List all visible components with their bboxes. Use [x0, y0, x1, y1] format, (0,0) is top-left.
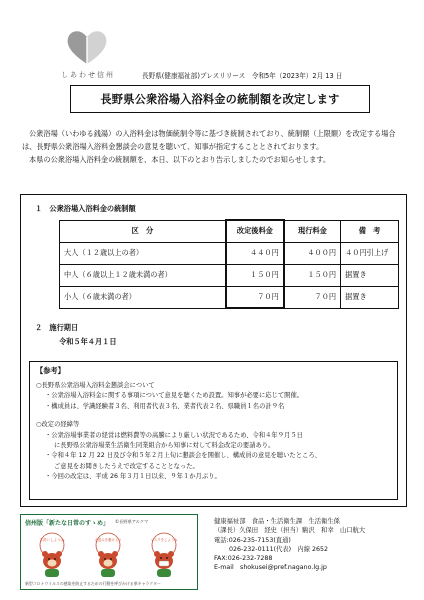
logo-text: しあわせ信州 — [61, 71, 115, 79]
table-row — [60, 286, 399, 308]
current-fee-cell: ４００円 — [284, 242, 341, 264]
campaign-title: 信州版「新たな日常のすゝめ」 — [25, 519, 110, 527]
category-cell: 中人（６歳以上１２歳未満の者） — [60, 264, 226, 286]
main-content-frame — [20, 194, 407, 507]
note-cell: 据置き — [341, 264, 399, 286]
speech-bubble-text: マスクをしようね — [150, 538, 178, 542]
intro-paragraph-1: 公衆浴場（いわゆる銭湯）の入浴料金は物価統制令等に基づき統制されており、統制額（上限額）を改定する場合は、長野県公衆浴場入浴料金懇談会の意見を聴いて、知事が指定することとされております。 — [22, 129, 396, 152]
contact-phone-direct: 電話:026-235-7153(直通) — [214, 536, 291, 544]
speech-bubble-text: 人混みを避けよう — [94, 538, 122, 542]
current-fee-cell: ７０円 — [284, 286, 341, 308]
new-fee-cell: １５０円 — [226, 264, 284, 286]
contact-block — [214, 517, 409, 573]
fee-table — [59, 219, 399, 309]
contact-department: 健康福祉部 食品・生活衛生課 生活衛生係 — [214, 518, 340, 525]
contact-email: E-mail shokusei@pref.nagano.lg.jp — [214, 564, 327, 572]
speech-bubble-text: 手洗いしようね — [39, 538, 65, 542]
category-cell: 小人（６歳未満の者） — [60, 286, 226, 308]
reference-title: 【参考】 — [36, 366, 65, 375]
campaign-header — [21, 515, 198, 529]
section-1-heading: １ 公衆浴場入浴料金の統制額 — [35, 204, 136, 213]
list-item: ・公衆浴場事業者の経営は燃料費等の高騰により厳しい状況であるため、令和４年９月５日 — [45, 431, 303, 439]
campaign-banner — [20, 514, 198, 590]
note-cell: 据置き — [341, 286, 399, 308]
intro-paragraph-2: 本県の公衆浴場入浴料金の統制額を、本日、以下のとおり告示しましたのでお知らせします。 — [29, 155, 331, 165]
contact-fax: FAX:026-232-7288 — [214, 555, 273, 563]
new-fee-cell: ７０円 — [226, 286, 284, 308]
column-header: 現行料金 — [284, 220, 341, 242]
list-item: ・今回の改定は、平成 26 年３月１日以来、９年１か月ぶり。 — [45, 473, 221, 481]
list-item: ご意見をお聞きしたうえで改定することとなった。 — [54, 462, 199, 470]
list-item: ・令和４年 12 月 22 日及び令和５年２月上旬に懇談会を開催し、構成員の意見を聴いたところ、 — [45, 452, 321, 460]
column-header: 備 考 — [341, 220, 399, 242]
fee-table-header — [60, 220, 399, 242]
column-header: 改定後料金 — [226, 220, 284, 242]
campaign-credit: ©長野県アルクマ — [115, 519, 149, 524]
current-fee-cell: １５０円 — [284, 264, 341, 286]
table-row — [60, 264, 399, 286]
arukuma-mask-illustration — [143, 531, 185, 579]
page-title: 長野県公衆浴場入浴料金の統制額を改定します — [100, 93, 340, 106]
list-item: ・公衆浴場入浴料金に関する事項について意見を聴くため設置。知事が必要に応じて開催。 — [45, 392, 304, 400]
campaign-caption: 新型コロナウイルスの感染を防止するための行動を呼びかける県キャラクター — [25, 581, 161, 586]
section-2-heading: ２ 施行期日 — [35, 323, 79, 332]
table-row — [60, 242, 399, 264]
contact-staff: （課長）久保田 経史（担当）駒沢 和幸 山口航大 — [214, 527, 366, 535]
effective-date: 令和５年４月１日 — [59, 337, 117, 346]
contact-phone-main: 026-232-0111(代表) 内線 2652 — [229, 545, 329, 553]
reference-subheading: ○改定の経緯等 — [36, 421, 80, 429]
intro-text — [22, 127, 406, 167]
shinshu-heart-logo — [62, 28, 112, 66]
title-box — [70, 85, 370, 113]
reference-box — [29, 361, 398, 500]
reference-body — [36, 380, 394, 483]
arukuma-handwash-illustration — [31, 531, 73, 579]
category-cell: 大人（１２歳以上の者） — [60, 242, 226, 264]
list-item: ・構成員は、学識経験者３名、利用者代表３名、業者代表２名、県職員１名の計９名 — [45, 402, 285, 410]
note-cell: ４０円引上げ — [341, 242, 399, 264]
new-fee-cell: ４４０円 — [226, 242, 284, 264]
press-release-line: 長野県(健康福祉部)プレスリリース 令和5年（2023年）2月 13 日 — [142, 72, 343, 80]
reference-subheading: ○長野県公衆浴場入浴料金懇談会について — [36, 382, 155, 389]
arukuma-avoid-crowds-illustration — [87, 531, 129, 579]
column-header: 区 分 — [60, 220, 226, 242]
list-item: に長野県公衆浴場業生活衛生同業組合から知事に対して料金改定の要請あり。 — [54, 442, 275, 450]
